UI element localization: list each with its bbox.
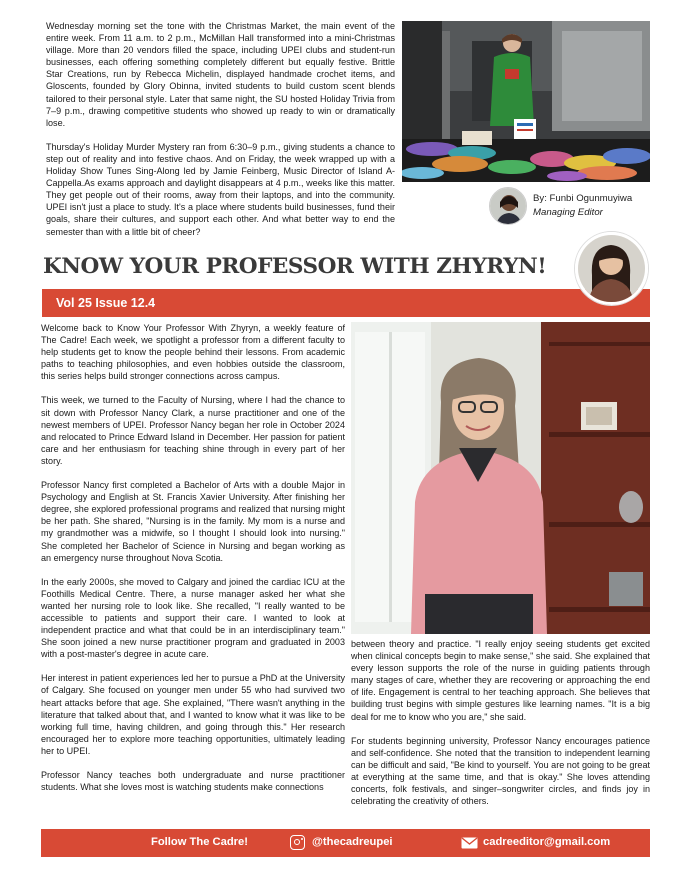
article-paragraph: Professor Nancy teaches both undergraduate and nurse practitioner students. What she loves most is watching students make connections (41, 770, 345, 793)
mail-icon (461, 837, 478, 849)
instagram-icon (290, 835, 305, 850)
footer-bar (41, 829, 650, 857)
instagram-handle-link[interactable]: @thecadreupei (312, 836, 393, 848)
email-link[interactable]: cadreeditor@gmail.com (483, 836, 611, 848)
byline-role: Managing Editor (533, 207, 603, 218)
article-paragraph: Thursday's Holiday Murder Mystery ran from 6:30–9 p.m., giving students a chance to step out of reality and into festive chaos. And on Friday, the week wrapped up with a Holiday Show Tunes Sing-Along led by Jamie Feinberg, Music Director of Island A-Cappella.As exams approach and daylight disappears at 4 p.m., weeks like this matter. They get people out of their rooms, away from their laptops, and into the community. UPEI isn't just a place to study. It's a place where students build businesses, fund their goals, share their cultures, and support each other. And what better way to end the semester than with a little bit of cheer? (46, 141, 395, 237)
article-paragraph: Welcome back to Know Your Professor With Zhyryn, a weekly feature of The Cadre! Each week, we spotlight a professor from a different faculty to help students get to know the people behind their lessons. From academic paths to teaching philosophies, and even hobbies outside the classroom, this series helps build stronger connections across campus. (41, 323, 345, 382)
article-paragraph: Professor Nancy first completed a Bachelor of Arts with a double Major in Psychology and English at St. Francis Xavier University. After finishing her degree, she explored professional programs and realized that nursing might be her path. She shared, "Nursing is in the family. My mom is a nurse and my grandmother was a midwife, so I thought I should look into nursing." She completed her Bachelor of Science in Nursing and began working as an emergency nurse throughout Nova Scotia. (41, 480, 345, 563)
issue-label: Vol 25 Issue 12.4 (56, 296, 156, 310)
article-paragraph: In the early 2000s, she moved to Calgary and joined the cardiac ICU at the Foothills Medical Centre. There, a nurse manager asked her what she wanted her nursing role to look like. She recalled, "I really wanted to be accessible to patients and support their care. I wanted to look at independent practice and what that could be in an interdisciplinary team." She soon joined a new nurse practitioner program and graduated in 2003 with a post-master's degree in acute care. (41, 576, 345, 660)
article-paragraph: Wednesday morning set the tone with the Christmas Market, the main event of the entire week. From 11 a.m. to 2 p.m., McMillan Hall transformed into a mini-Christmas village. More than 20 vendors filled the space, including UPEI clubs and student-run businesses, each offering something completely different but equally festive. Brittle Star Creations, run by Rebecca Michelin, displayed handmade crochet items, and Gloscents, founded by Glory Obinna, invited students to build custom scent blends tailored to their personal style. Later that same night, the SU hosted Holiday Trivia from 7–9 p.m., drawing competitive students who showed up ready to win or dramatically lose. (46, 21, 395, 128)
market-article (46, 20, 395, 238)
article-paragraph: Her interest in patient experiences led her to pursue a PhD at the University of Calgary. She focused on younger men under 55 who had survived two heart attacks before that age. She explained, "There wasn't anything in the literature that talked about that, and I wanted to know what it was like to be working full time, having children, and going through this." Her research encouraged her to explore more teaching opportunities, ultimately leading her to UPEI. (41, 673, 345, 756)
byline-avatar (489, 187, 527, 225)
feature-right-column (351, 638, 650, 807)
article-paragraph: between theory and practice. "I really enjoy seeing students get excited when clinical concepts begin to make sense," she said. She explained that every lesson supports the role of the nurse in guiding patients through many stages of care, whether they are recovering or approaching the end of life. Engagement is central to her teaching approach. She believes that building trust begins with simple gestures like learning names. "It is a big deal for me to know who you are," she said. (351, 639, 650, 722)
issue-banner (42, 289, 650, 317)
byline-author: By: Funbi Ogunmuyiwa (533, 193, 633, 204)
christmas-market-photo (402, 21, 650, 182)
columnist-avatar (575, 232, 648, 305)
byline (489, 187, 654, 227)
article-paragraph: This week, we turned to the Faculty of Nursing, where I had the chance to sit down with Professor Nancy Clark, a nurse practitioner and one of the newest members of UPEI. Professor Nancy began her role in October 2024 and relocated to Prince Edward Island in December. Her passion for patient care and her enthusiasm for teaching shine through in every part of her story. (41, 395, 345, 466)
article-paragraph: For students beginning university, Professor Nancy encourages patience and self-confidence. She noted that the transition to independent learning can be difficult and said, "Be kind to yourself. You are not going to be great at everything at the same time, and that is okay." She loves attending concerts, folk festivals, and singer–songwriter circles, and finds joy in celebrating the creativity of others. (351, 735, 650, 807)
feature-left-column (41, 322, 345, 793)
professor-photo (351, 322, 650, 634)
page-title: KNOW YOUR PROFESSOR WITH ZHYRYN! (43, 254, 547, 279)
follow-label: Follow The Cadre! (151, 836, 248, 848)
